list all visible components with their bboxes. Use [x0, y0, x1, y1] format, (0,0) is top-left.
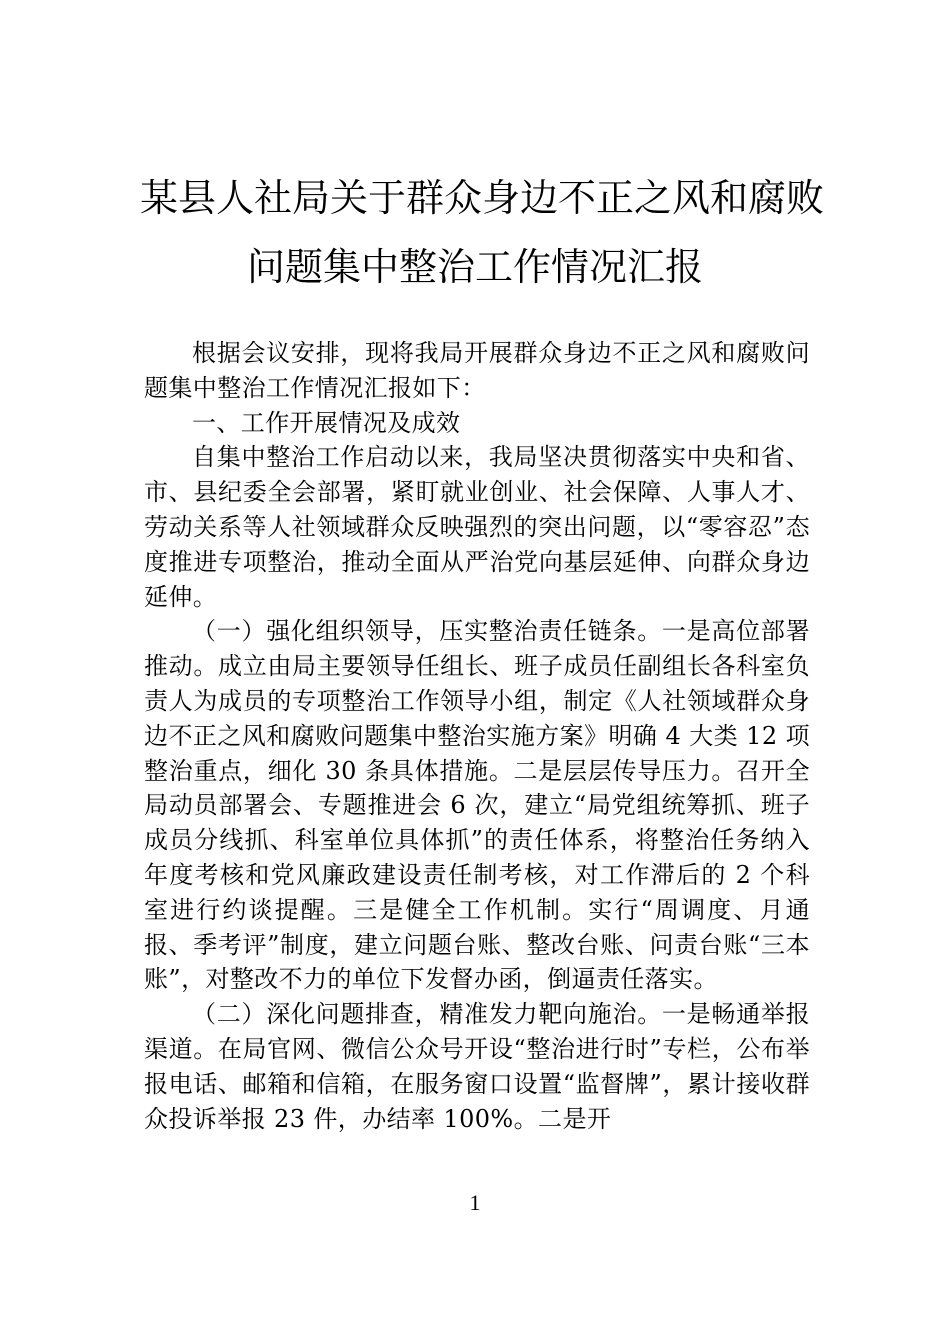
body-paragraph: （二）深化问题排查，精准发力靶向施治。一是畅通举报渠道。在局官网、微信公众号开设“整治进行时”专栏，公布举报电话、邮箱和信箱，在服务窗口设置“监督牌”，累计接收群众投诉举报 23 件，办结率 100%。二是开 — [144, 1000, 810, 1133]
section-heading: 一、工作开展情况及成效 — [192, 408, 461, 437]
document-title-line-2: 问题集中整治工作情况汇报 — [246, 245, 703, 289]
document-title-line-1: 某县人社局关于群众身边不正之风和腐败 — [140, 176, 825, 220]
body-paragraph: （一）强化组织领导，压实整治责任链条。一是高位部署推动。成立由局主要领导任组长、班子成员任副组长各科室负责人为成员的专项整治工作领导小组，制定《人社领域群众身边不正之风和腐败问题集中整治实施方案》明确 4 大类 12 项整治重点，细化 30 条具体措施。二是层层传导压力。召开全局动员部署会、专题推进会 6 次，建立“局党组统筹抓、班子成员分线抓、科室单位具体抓”的责任体系，将整治任务纳入年度考核和党风廉政建设责任制考核，对工作滞后的 2 个科室进行约谈提醒。三是健全工作机制。实行“周调度、月通报、季考评”制度，建立问题台账、整改台账、问责台账“三本账”，对整改不力的单位下发督办函，倒逼责任落实。 — [144, 617, 810, 994]
intro-paragraph: 根据会议安排，现将我局开展群众身边不正之风和腐败问题集中整治工作情况汇报如下： — [144, 339, 810, 402]
document-body — [144, 336, 810, 1136]
body-paragraph: 自集中整治工作启动以来，我局坚决贯彻落实中央和省、市、县纪委全会部署，紧盯就业创业、社会保障、人事人才、劳动关系等人社领域群众反映强烈的突出问题，以“零容忍”态度推进专项整治，推动全面从严治党向基层延伸、向群众身边延伸。 — [144, 443, 810, 611]
page-number: 1 — [469, 1190, 481, 1215]
